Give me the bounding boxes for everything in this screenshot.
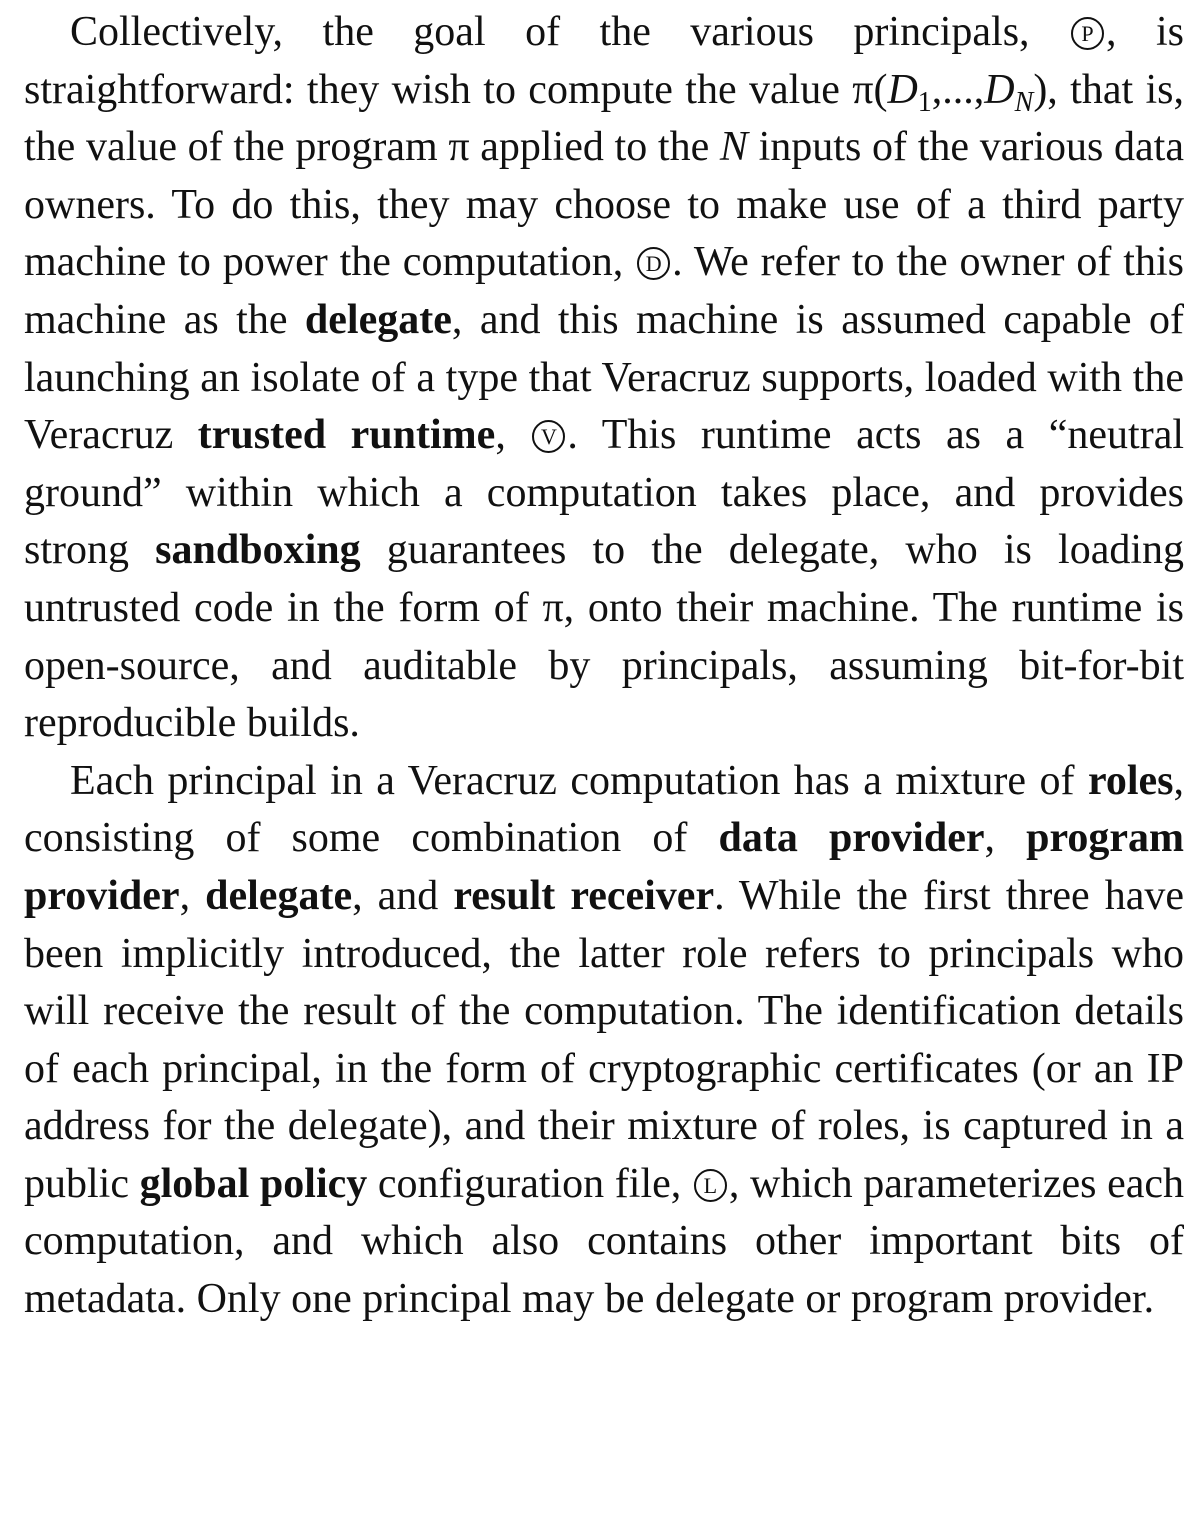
bold-term: trusted runtime [197, 412, 496, 459]
math-variable: D [984, 66, 1015, 113]
document-body [24, 4, 1184, 1329]
principals-symbol: P [1071, 17, 1104, 50]
text-run: , consisting of some combination of [24, 757, 1184, 862]
bold-term: delegate [205, 872, 353, 919]
math-variable: N [719, 124, 748, 171]
bold-term: global policy [139, 1160, 368, 1207]
text-run: Collectively, the goal of the various principals, [70, 9, 1070, 55]
text-run: ), that is, the value of the program π applied to the [24, 66, 1184, 171]
text-run: , [984, 815, 1027, 862]
text-run: , is straightforward: they wish to compute the value π( [24, 9, 1184, 113]
text-run: . We refer to the owner of this machine as the [24, 239, 1184, 343]
bold-term: program provider [24, 815, 1184, 919]
bold-term: delegate [304, 296, 452, 343]
math-subscript: N [1014, 86, 1034, 118]
text-run: . This runtime acts as a “neutral ground” within which a computation takes place, and provides strong [24, 412, 1185, 574]
trusted-runtime-symbol: V [532, 420, 565, 453]
paragraph-principal-roles [24, 753, 1184, 1329]
text-run: ,..., [931, 66, 985, 113]
text-run: inputs of the various data owners. To do this, they may choose to make use of a third party machine to power the computation, [24, 124, 1184, 286]
math-subscript: 1 [917, 86, 932, 118]
text-run: , [179, 872, 206, 919]
text-run: Each principal in a Veracruz computation has a mixture of [70, 757, 1088, 804]
text-run: , and this machine is assumed capable of launching an isolate of a type that Veracruz supports, loaded with the Veracruz [24, 296, 1184, 459]
bold-term: result receiver [453, 872, 715, 919]
delegate-machine-symbol: D [637, 247, 670, 280]
math-variable: D [887, 66, 918, 113]
text-run: configuration file, [367, 1160, 692, 1207]
bold-term: data provider [718, 815, 985, 862]
text-run: . While the first three have been implicitly introduced, the latter role refers to principals who will receive the result of the computation. The identification details of each principal, in the form of cryptographic certificates (or an IP address for the delegate), and their mixture of roles, is captured in a public [24, 872, 1184, 1207]
text-run: , [495, 412, 531, 459]
bold-term: sandboxing [155, 527, 361, 574]
paragraph-principals-goal [24, 4, 1184, 753]
text-run: guarantees to the delegate, who is loading untrusted code in the form of π, onto their machine. The runtime is open-source, and auditable by principals, assuming bit-for-bit reproducible builds. [24, 527, 1185, 747]
bold-term: roles [1087, 757, 1174, 804]
global-policy-symbol: L [694, 1169, 727, 1202]
text-run: , which parameterizes each computation, and which also contains other important bits of metadata. Only one principal may be delegate or program provider. [24, 1160, 1184, 1323]
text-run: , and [352, 872, 454, 919]
